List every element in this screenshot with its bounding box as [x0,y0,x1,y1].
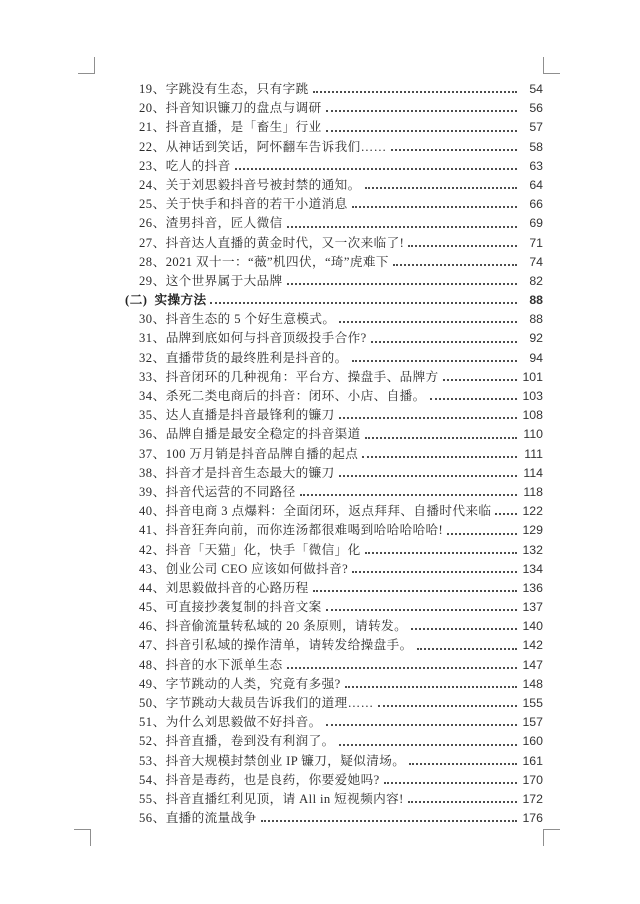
toc-leader-dots [365,187,517,189]
toc-entry-page: 142 [522,638,543,653]
toc-entry-page: 103 [522,389,543,403]
toc-entry-number: (二) [125,293,148,308]
toc-entry-number: 23、 [139,158,166,173]
toc-entry-title: 抖音偷流量转私域的 20 条原则，请转发。 [165,619,408,634]
toc-entry[interactable] [125,788,543,807]
toc-entry-page: 137 [522,600,543,615]
toc-leader-dots [365,552,517,554]
crop-mark-bottom-left [74,829,91,846]
toc-entry-page: 111 [524,446,543,461]
toc-entry-number: 35、 [139,408,166,423]
toc-entry-page: 161 [522,753,543,768]
toc-leader-dots [339,417,517,419]
toc-entry-title: 抖音生态的 5 个好生意模式。 [165,312,336,327]
toc-entry[interactable] [125,462,543,481]
toc-entry[interactable] [125,654,543,673]
toc-entry-page: 88 [529,312,543,327]
toc-entry-number: 55、 [139,791,166,806]
toc-leader-dots [287,226,517,228]
toc-entry-number: 37、 [139,446,166,461]
toc-entry-title: 达人直播是抖音最锋利的镰刀 [165,408,335,423]
toc-entry-page: 170 [522,772,543,787]
toc-leader-dots [371,341,517,343]
toc-entry-title: 抖音闭环的几种视角：平台方、操盘手、品牌方 [165,369,439,384]
toc-entry-title: 品牌自播是最安全稳定的抖音渠道 [165,427,361,442]
toc-entry-page: 57 [529,120,543,135]
toc-entry-number: 51、 [139,715,166,730]
toc-entry[interactable] [125,97,543,116]
toc-entry-page: 88 [529,293,543,308]
toc-leader-dots [409,763,517,765]
toc-entry-number: 52、 [139,734,166,749]
toc-entry[interactable] [125,423,543,442]
toc-entry-title: 字节跳动大裁员告诉我们的道理…… [165,696,374,710]
toc-entry[interactable] [125,577,543,596]
toc-entry-page: 132 [522,542,543,557]
toc-entry-number: 21、 [139,120,166,135]
toc-entry-number: 56、 [139,811,166,826]
toc-leader-dots [345,686,517,688]
toc-leader-dots [352,360,517,362]
toc-entry[interactable] [125,500,543,519]
toc-leader-dots [417,648,517,650]
toc-entry-page: 140 [522,619,543,634]
toc-leader-dots [430,398,517,400]
toc-entry-page: 69 [529,216,543,231]
toc-leader-dots [287,283,517,285]
toc-entry[interactable] [125,558,543,577]
toc-entry-title: 100 万月销是抖音品牌自播的起点 [165,446,359,461]
toc-entry-title: 抖音大规模封禁创业 IP 镰刀，疑似清场。 [165,753,406,768]
toc-entry-page: 147 [522,657,543,672]
toc-leader-dots [495,513,517,515]
toc-entry-page: 82 [529,273,543,288]
toc-entry[interactable] [125,193,543,212]
toc-leader-dots [313,91,517,93]
toc-entry-page: 108 [522,408,543,423]
toc-entry[interactable] [125,78,543,97]
toc-entry-number: 54、 [139,772,166,787]
toc-leader-dots [326,110,517,112]
toc-entry-number: 25、 [139,197,166,212]
toc-entry-number: 32、 [139,350,166,365]
toc-entry-title: 吃人的抖音 [165,158,231,173]
toc-entry[interactable] [125,385,543,404]
toc-entry-page: 101 [522,369,543,384]
toc-entry[interactable] [125,539,543,558]
toc-entry-number: 46、 [139,619,166,634]
toc-entry[interactable] [125,634,543,653]
toc-entry-title: 抖音直播，是「畜生」行业 [165,120,322,135]
toc-entry-number: 19、 [139,82,166,96]
toc-entry-number: 40、 [139,504,166,519]
toc-entry[interactable] [125,481,543,500]
toc-entry-title: 抖音直播，卷到没有利润了。 [165,734,335,749]
toc-entry[interactable] [125,807,543,826]
toc-entry[interactable] [125,750,543,769]
toc-entry-page: 176 [522,811,543,826]
toc-entry-page: 71 [529,235,543,250]
toc-entry[interactable] [125,232,543,251]
toc-entry-page: 74 [529,254,543,269]
toc-leader-dots [326,724,517,726]
toc-entry-page: 118 [523,484,543,499]
toc-entry-title: 可直接抄袭复制的抖音文案 [165,600,322,615]
toc-entry[interactable] [125,308,543,327]
toc-entry-number: 33、 [139,369,166,384]
toc-entry-number: 48、 [139,657,166,672]
toc-entry-number: 26、 [139,216,166,231]
toc-entry-title: 抖音直播红利见顶，请 All in 短视频内容! [165,791,404,806]
toc-leader-dots [352,571,517,573]
toc-entry[interactable] [125,251,543,270]
toc-entry-page: 54 [529,82,543,96]
toc-entry-number: 20、 [139,101,166,116]
toc-entry[interactable] [125,174,543,193]
toc-leader-dots [411,628,517,630]
toc-leader-dots [408,801,517,803]
toc-entry[interactable] [125,730,543,749]
toc-entry-title: 字节跳动的人类，究竟有多强? [165,676,341,691]
toc-leader-dots [339,321,517,323]
toc-entry[interactable] [125,116,543,135]
toc-entry-number: 38、 [139,465,166,480]
crop-mark-bottom-right [543,829,560,846]
toc-leader-dots [393,264,517,266]
toc-entry-page: 56 [529,101,543,116]
toc-entry-page: 129 [522,523,543,538]
toc-entry-title: 抖音电商 3 点爆料：全面闭环，返点拜拜、自播时代来临 [165,504,492,519]
toc-entry-title: 这个世界属于大品牌 [165,273,283,288]
toc-entry[interactable] [125,270,543,289]
toc-entry-page: 92 [529,331,543,346]
toc-entry-page: 172 [522,791,543,806]
toc-entry-title: 实操方法 [154,293,207,308]
toc-leader-dots [261,820,517,822]
toc-entry-page: 160 [522,734,543,749]
toc-entry-number: 47、 [139,638,166,653]
toc-entry[interactable] [125,443,543,462]
toc-entry-title: 从神话到笑话，阿怀翻车告诉我们…… [165,139,387,154]
toc-entry[interactable] [125,596,543,615]
toc-entry[interactable] [125,366,543,385]
toc-entry[interactable] [125,404,543,423]
toc-entry-title: 直播的流量战争 [165,811,257,826]
toc-entry-title: 刘思毅做抖音的心路历程 [165,580,309,595]
toc-entry-number: 27、 [139,235,166,250]
toc-leader-dots [391,149,517,151]
toc-entry-number: 29、 [139,273,166,288]
toc-entry-title: 关于快手和抖音的若干小道消息 [165,197,348,212]
toc-entry-number: 43、 [139,561,166,576]
toc-entry-number: 44、 [139,580,166,595]
toc-entry-page: 64 [529,177,543,192]
toc-entry-title: 关于刘思毅抖音号被封禁的通知。 [165,177,361,192]
toc-entry-page: 122 [522,504,543,519]
toc-entry-title: 字跳没有生态，只有字跳 [165,82,309,96]
toc-entry-title: 抖音是毒药，也是良药，你要爱她吗? [165,772,380,787]
toc-section-entry[interactable] [125,289,543,308]
toc-entry-title: 抖音达人直播的黄金时代，又一次来临了! [165,235,405,250]
toc-entry-title: 品牌到底如何与抖音顶级投手合作? [165,331,367,346]
toc-entry-page: 58 [529,139,543,154]
toc-entry-title: 创业公司 CEO 应该如何做抖音? [165,561,349,576]
toc-entry-number: 34、 [139,389,166,403]
toc-entry-number: 45、 [139,600,166,615]
toc-entry[interactable] [125,519,543,538]
toc-entry-page: 136 [522,580,543,595]
toc-entry[interactable] [125,136,543,155]
toc-entry-page: 66 [529,197,543,212]
toc-leader-dots [384,782,517,784]
toc-entry-page: 63 [529,158,543,173]
toc-leader-dots [443,379,517,381]
crop-mark-top-left [78,57,95,74]
toc-entry-number: 49、 [139,676,166,691]
crop-mark-top-right [543,57,560,74]
table-of-contents [125,78,543,826]
toc-entry-number: 28、 [139,254,166,269]
toc-leader-dots [326,130,517,132]
toc-entry[interactable] [125,155,543,174]
toc-entry-title: 杀死二类电商后的抖音：闭环、小店、自播。 [165,389,426,403]
toc-entry[interactable] [125,769,543,788]
toc-leader-dots [326,609,517,611]
toc-leader-dots [378,705,517,707]
toc-leader-dots [447,533,517,535]
toc-entry[interactable] [125,692,543,711]
toc-entry-title: 抖音引私域的操作清单，请转发给操盘手。 [165,638,413,653]
toc-entry-title: 为什么刘思毅做不好抖音。 [165,715,322,730]
toc-entry-title: 直播带货的最终胜利是抖音的。 [165,350,348,365]
toc-leader-dots [365,437,517,439]
toc-entry[interactable] [125,673,543,692]
toc-leader-dots [235,168,517,170]
toc-entry-number: 42、 [139,542,166,557]
toc-entry-number: 30、 [139,312,166,327]
toc-leader-dots [362,456,517,458]
toc-entry-number: 22、 [139,139,166,154]
toc-entry-page: 155 [522,696,543,710]
toc-entry-title: 抖音知识镰刀的盘点与调研 [165,101,322,116]
toc-leader-dots [352,206,517,208]
toc-leader-dots [313,590,517,592]
toc-entry-number: 53、 [139,753,166,768]
toc-entry-number: 36、 [139,427,166,442]
toc-entry[interactable] [125,212,543,231]
toc-leader-dots [339,475,517,477]
toc-entry-number: 41、 [139,523,166,538]
toc-entry-title: 2021 双十一：“薇”机四伏，“琦”虎难下 [165,254,389,269]
toc-entry-page: 134 [522,561,543,576]
toc-leader-dots [408,245,517,247]
toc-leader-dots [210,302,517,304]
toc-entry-page: 110 [523,427,543,442]
toc-entry-page: 148 [522,676,543,691]
toc-entry-number: 24、 [139,177,166,192]
toc-entry-title: 抖音才是抖音生态最大的镰刀 [165,465,335,480]
toc-entry-number: 31、 [139,331,166,346]
toc-entry-number: 50、 [139,696,166,710]
toc-entry[interactable] [125,615,543,634]
toc-entry-title: 抖音「天猫」化，快手「微信」化 [165,542,361,557]
toc-entry[interactable] [125,711,543,730]
toc-entry[interactable] [125,327,543,346]
toc-entry[interactable] [125,347,543,366]
toc-entry-title: 抖音代运营的不同路径 [165,484,296,499]
toc-entry-number: 39、 [139,484,166,499]
toc-entry-page: 157 [522,715,543,730]
toc-entry-title: 抖音的水下派单生态 [165,657,283,672]
toc-leader-dots [287,667,517,669]
toc-entry-title: 抖音狂奔向前，而你连汤都很难喝到哈哈哈哈哈! [165,523,444,538]
toc-leader-dots [300,494,517,496]
toc-leader-dots [339,744,517,746]
toc-entry-page: 94 [529,350,543,365]
toc-entry-title: 渣男抖音，匠人微信 [165,216,283,231]
toc-entry-page: 114 [523,465,543,480]
